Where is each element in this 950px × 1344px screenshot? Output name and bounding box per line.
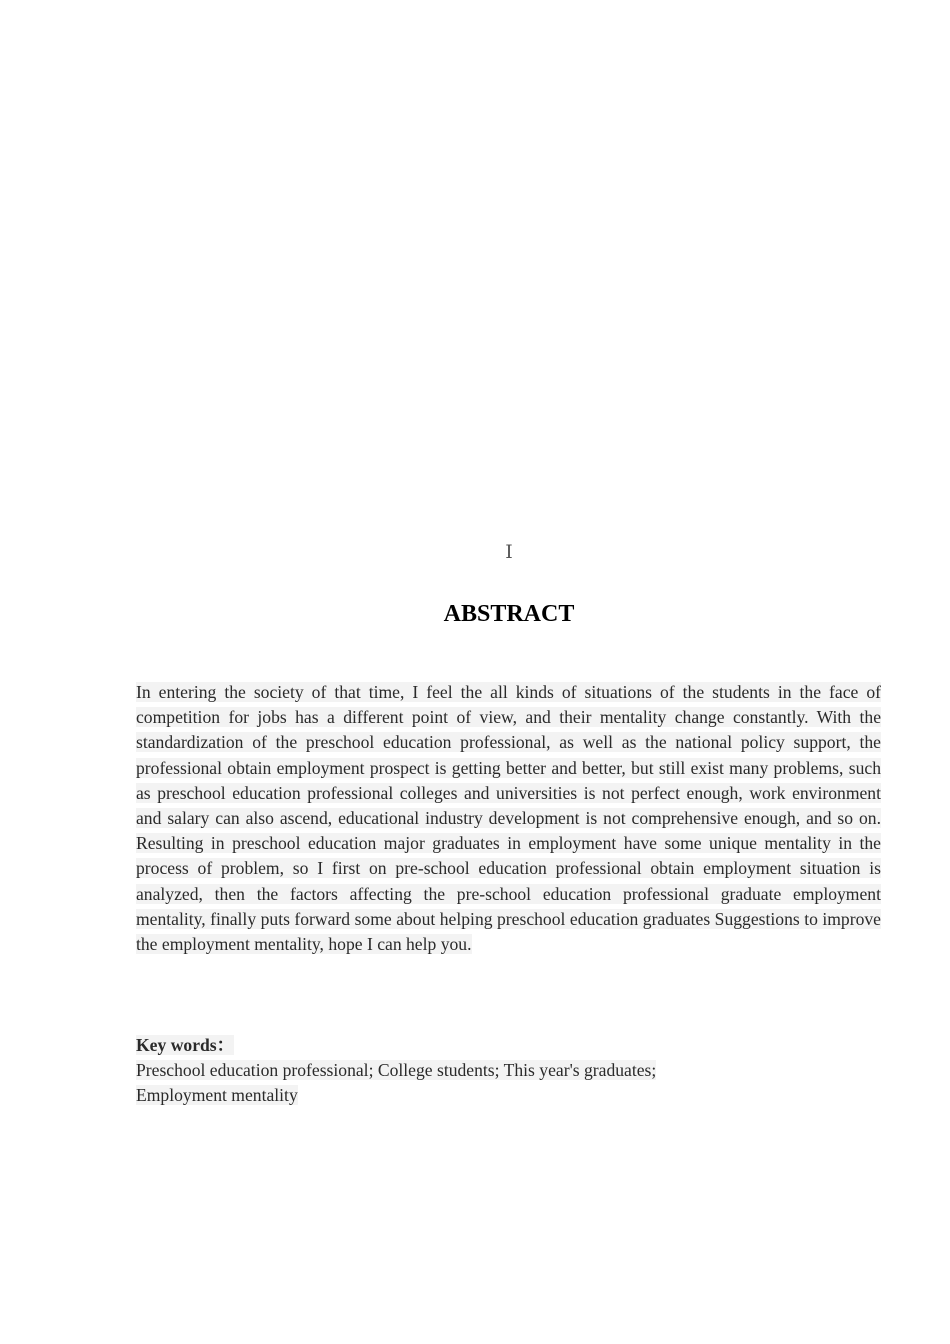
page-number: I [505, 541, 513, 563]
keywords-label: Key words： [136, 1035, 235, 1055]
keywords-text-1: Preschool education professional; College students; This year's graduates; [136, 1060, 657, 1080]
keywords-block [136, 1033, 881, 1108]
abstract-body-text: In entering the society of that time, I feel the all kinds of situations of the students in the face of competition for jobs has a different point of view, and their mentality change constantly. With the standardization of the preschool education professional, as well as the national policy support, the professional obtain employment prospect is getting better and better, but still exist many problems, such as preschool education professional colleges and universities is not perfect enough, work environment and salary can also ascend, educational industry development is not comprehensive enough, and so on. Resulting in preschool education major graduates in employment have some unique mentality in the process of problem, so I first on pre-school education professional obtain employment situation is analyzed, then the factors affecting the pre-school education professional graduate employment mentality, finally puts forward some about helping preschool education graduates Suggestions to improve the employment mentality, hope I can help you. [136, 682, 881, 955]
keywords-label-line [136, 1033, 881, 1058]
keywords-text-2: Employment mentality [136, 1085, 298, 1105]
keywords-line-1 [136, 1058, 881, 1083]
abstract-body [136, 680, 881, 957]
keywords-line-2 [136, 1083, 881, 1108]
abstract-title: ABSTRACT [443, 601, 575, 627]
